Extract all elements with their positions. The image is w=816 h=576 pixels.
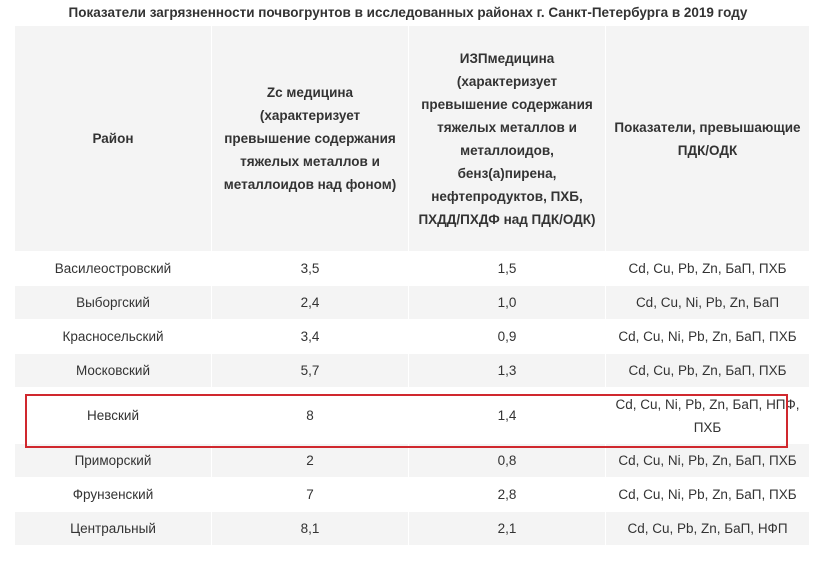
cell-district: Василеостровский	[15, 252, 211, 285]
cell-district: Выборгский	[15, 286, 211, 319]
table-row-highlighted	[15, 388, 809, 443]
cell-zc: 3,5	[212, 252, 408, 285]
table-row	[15, 286, 809, 319]
cell-indicators: Cd, Cu, Ni, Pb, Zn, БаП, НПФ, ПХБ	[606, 388, 809, 443]
table-row	[15, 512, 809, 545]
table-title: Показатели загрязненности почвогрунтов в исследованных районах г. Санкт-Петербурга в 2019 году	[68, 5, 748, 20]
header-row	[15, 26, 809, 251]
table-row	[15, 478, 809, 511]
cell-district: Центральный	[15, 512, 211, 545]
table-row	[15, 444, 809, 477]
cell-izp: 0,9	[409, 320, 605, 353]
table-row	[15, 252, 809, 285]
cell-izp: 1,4	[409, 388, 605, 443]
cell-indicators: Cd, Cu, Ni, Pb, Zn, БаП, ПХБ	[606, 444, 809, 477]
cell-indicators: Cd, Cu, Ni, Pb, Zn, БаП	[606, 286, 809, 319]
header-district: Район	[15, 26, 211, 251]
table-row	[15, 354, 809, 387]
table-row	[15, 320, 809, 353]
cell-izp: 2,8	[409, 478, 605, 511]
cell-district: Невский	[15, 388, 211, 443]
cell-izp: 1,3	[409, 354, 605, 387]
cell-izp: 2,1	[409, 512, 605, 545]
cell-district: Фрунзенский	[15, 478, 211, 511]
cell-indicators: Cd, Cu, Pb, Zn, БаП, ПХБ	[606, 252, 809, 285]
header-zc: Zc медицина (характеризует превышение содержания тяжелых металлов и металлоидов над фоном)	[212, 26, 408, 251]
cell-district: Московский	[15, 354, 211, 387]
cell-indicators: Cd, Cu, Pb, Zn, БаП, ПХБ	[606, 354, 809, 387]
cell-indicators: Cd, Cu, Ni, Pb, Zn, БаП, ПХБ	[606, 320, 809, 353]
cell-zc: 7	[212, 478, 408, 511]
header-indicators: Показатели, превышающие ПДК/ОДК	[606, 26, 809, 251]
cell-zc: 2	[212, 444, 408, 477]
cell-izp: 1,5	[409, 252, 605, 285]
cell-izp: 0,8	[409, 444, 605, 477]
cell-district: Красносельский	[15, 320, 211, 353]
cell-district: Приморский	[15, 444, 211, 477]
cell-zc: 3,4	[212, 320, 408, 353]
pollution-table	[14, 25, 810, 546]
header-izp: ИЗПмедицина (характеризует превышение содержания тяжелых металлов и металлоидов, бенз(а)пирена, нефтепродуктов, ПХБ, ПХДД/ПХДФ над ПДК/ОДК)	[409, 26, 605, 251]
cell-zc: 5,7	[212, 354, 408, 387]
cell-izp: 1,0	[409, 286, 605, 319]
cell-zc: 8,1	[212, 512, 408, 545]
cell-zc: 2,4	[212, 286, 408, 319]
cell-indicators: Cd, Cu, Ni, Pb, Zn, БаП, ПХБ	[606, 478, 809, 511]
cell-zc: 8	[212, 388, 408, 443]
cell-indicators: Cd, Cu, Pb, Zn, БаП, НФП	[606, 512, 809, 545]
